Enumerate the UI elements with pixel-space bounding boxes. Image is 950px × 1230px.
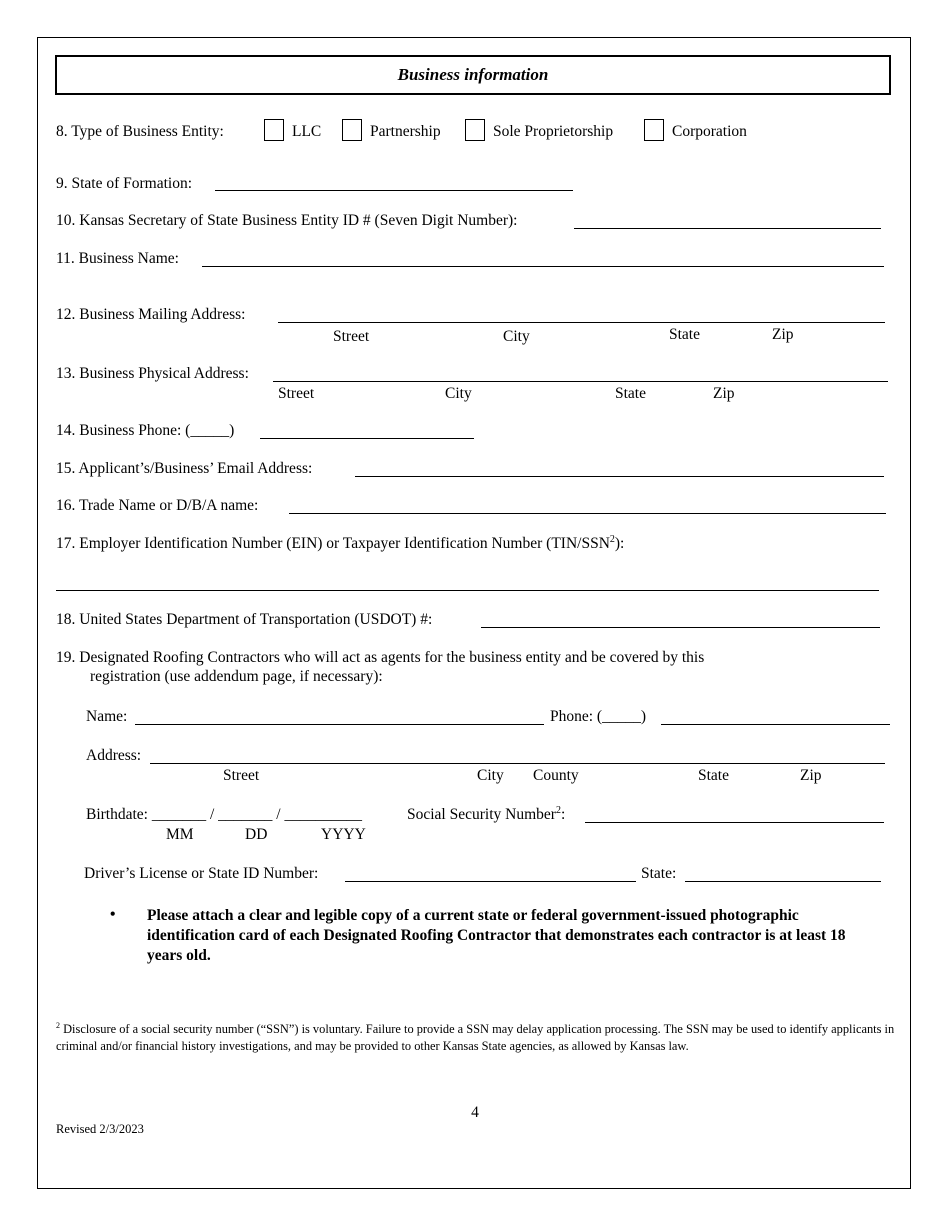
business-phone-field[interactable] (260, 438, 474, 439)
contractor-address-field[interactable] (150, 763, 885, 764)
dl-label: Driver’s License or State ID Number: (84, 865, 319, 882)
q19-line2: registration (use addendum page, if necessary): (90, 668, 383, 685)
contractor-name-field[interactable] (135, 724, 544, 725)
id-attachment-instruction: Please attach a clear and legible copy of a current state or federal government-issued photographic identification card of each Designated Roofing Contractor that demonstrates each contractor is at least 18 years old. (147, 907, 846, 964)
contractor-street-caption: Street (223, 767, 260, 784)
q17-label: 17. Employer Identification Number (EIN) or Taxpayer Identification Number (TIN/SSN$^2$): (56, 533, 625, 552)
sole-proprietorship-checkbox[interactable] (465, 119, 485, 141)
corporation-checkbox[interactable] (644, 119, 664, 141)
page-number: 4 (471, 1104, 479, 1121)
birth-dd-caption: DD (245, 826, 268, 843)
birth-mm-caption: MM (166, 826, 194, 843)
q19-line1: 19. Designated Roofing Contractors who will act as agents for the business entity and be covered by this (56, 649, 705, 666)
dl-state-field[interactable] (685, 881, 881, 882)
physical-street-caption: Street (278, 385, 315, 402)
q9-label: 9. State of Formation: (56, 175, 193, 192)
state-of-formation-field[interactable] (215, 190, 573, 191)
contractor-zip-caption: Zip (800, 767, 822, 784)
usdot-field[interactable] (481, 627, 880, 628)
q13-label: 13. Business Physical Address: (56, 365, 249, 382)
q14-label: 14. Business Phone: (_____) (56, 422, 235, 439)
physical-zip-caption: Zip (713, 385, 735, 402)
corporation-label: Corporation (672, 123, 747, 140)
email-field[interactable] (355, 476, 884, 477)
q15-label: 15. Applicant’s/Business’ Email Address: (56, 460, 313, 477)
birth-yyyy-caption: YYYY (321, 826, 366, 843)
birthdate-field[interactable]: Birthdate: _______ / _______ / __________ (86, 806, 362, 823)
sole-proprietorship-label: Sole Proprietorship (493, 123, 614, 140)
mailing-street-caption: Street (333, 328, 370, 345)
trade-name-field[interactable] (289, 513, 886, 514)
revised-date: Revised 2/3/2023 (56, 1122, 144, 1136)
llc-label: LLC (292, 123, 322, 140)
contractor-name-label: Name: (86, 708, 128, 725)
q16-label: 16. Trade Name or D/B/A name: (56, 497, 259, 514)
q12-label: 12. Business Mailing Address: (56, 306, 246, 323)
mailing-city-caption: City (503, 328, 530, 345)
dl-state-label: State: (641, 865, 677, 882)
section-title: Business information (55, 55, 891, 95)
ssn-field[interactable] (585, 822, 884, 823)
q10-label: 10. Kansas Secretary of State Business Entity ID # (Seven Digit Number): (56, 212, 518, 229)
llc-checkbox[interactable] (264, 119, 284, 141)
contractor-state-caption: State (698, 767, 729, 784)
q11-label: 11. Business Name: (56, 250, 179, 267)
contractor-address-label: Address: (86, 747, 142, 764)
mailing-address-field[interactable] (278, 322, 885, 323)
ein-tin-field[interactable] (56, 590, 879, 591)
partnership-checkbox[interactable] (342, 119, 362, 141)
physical-city-caption: City (445, 385, 472, 402)
contractor-phone-field[interactable] (661, 724, 890, 725)
business-entity-id-field[interactable] (574, 228, 881, 229)
mailing-zip-caption: Zip (772, 326, 794, 343)
physical-state-caption: State (615, 385, 646, 402)
contractor-phone-label: Phone: (_____) (550, 708, 647, 725)
physical-address-field[interactable] (273, 381, 888, 382)
contractor-city-caption: City (477, 767, 504, 784)
ssn-label: Social Security Number$^2$: (407, 804, 566, 823)
bullet-marker: • (110, 906, 116, 923)
mailing-state-caption: State (669, 326, 700, 343)
business-name-field[interactable] (202, 266, 884, 267)
dl-number-field[interactable] (345, 881, 636, 882)
q18-label: 18. United States Department of Transportation (USDOT) #: (56, 611, 433, 628)
footnote: $^2$ Disclosure of a social security number (“SSN”) is voluntary. Failure to provide a SSN may delay application processing. The SSN may be used to identify applicants in criminal and/or financial history investigations, and may be provided to other Kansas State agencies, as allowed by Kansas law. (56, 1020, 895, 1053)
partnership-label: Partnership (370, 123, 441, 140)
q8-label: 8. Type of Business Entity: (56, 123, 224, 140)
contractor-county-caption: County (533, 767, 579, 784)
